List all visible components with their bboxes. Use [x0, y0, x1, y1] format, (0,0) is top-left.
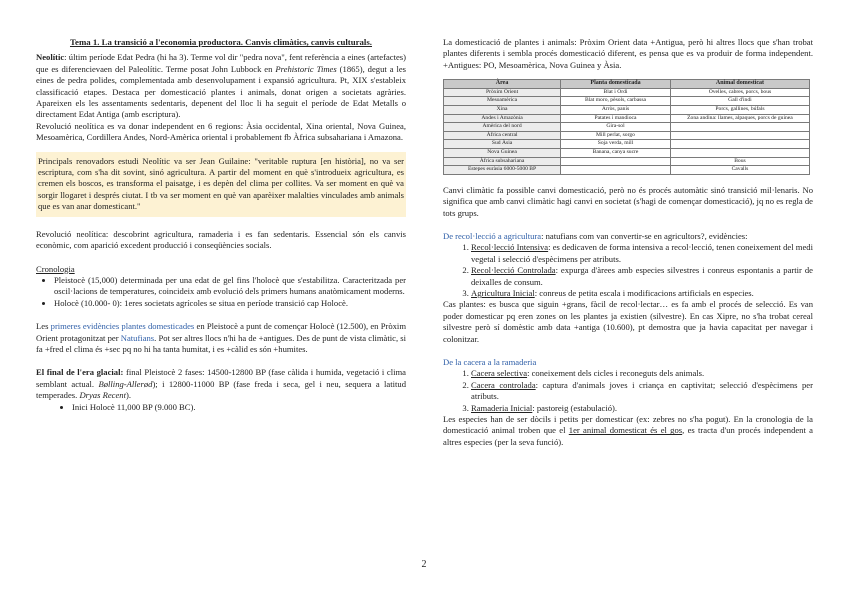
cell: Gall d'indi: [670, 97, 809, 106]
evidencies-link: primeres evidències plantes domesticades: [50, 321, 195, 332]
cell: Banana, canya sucre: [561, 148, 671, 157]
item-term: Recol·lecció Controlada: [471, 265, 556, 276]
neolitic-term: Neolític: [36, 52, 65, 63]
cell: Soja verda, mill: [561, 140, 671, 149]
recol-heading-line: [443, 231, 813, 242]
list-item: [471, 380, 813, 403]
table-row: [444, 140, 810, 149]
domesticacio-intro: La domesticació de plantes i animals: Pròxim Orient data +Antigua, però hi altres llocs que s'han trobat plantes diferents i sembla procés domesticació diferent, es pensa que es va produir de forma independent. +Antigues: PO, Mesoamèrica, Nova Guinea y Àsia.: [443, 37, 813, 70]
regions-paragraph: Revolució neolítica es va donar independent en 6 regions: Àsia occidental, Xina oriental, Nova Guinea, Mesoamèrica, Cordillera Andes, Nord-Amèrica oriental i probablement fb Àfrica subsahariana i Amazona.: [36, 120, 406, 143]
cell: Estepes euràsia 6000-5000 BP: [444, 166, 561, 175]
holocene-list: [36, 402, 406, 413]
cell: Zona andina: llames, alpaques, porcs de guinea: [670, 114, 809, 123]
cell: Cavalls: [670, 166, 809, 175]
list-item: • Inici Holocè 11,000 BP (9.000 BC).: [72, 402, 406, 413]
text: ); i 12800-11000 BP (fase freda i seca, gel i neu, sequera a latitud temperades.: [36, 378, 406, 401]
natufians-link: Natufians: [120, 332, 155, 343]
cell: Nova Guinea: [444, 148, 561, 157]
cell: [670, 140, 809, 149]
recol-heading: De recol·lecció a agricultura: [443, 230, 542, 241]
left-column: [36, 37, 406, 419]
cronologia-list: [36, 275, 406, 309]
text: Les especies han de ser dòcils i petits per domesticar (ex: zebres no s'ha pogut). En la cronologia de la domesticació animal troben que el: [443, 414, 813, 436]
clima-paragraph: Canvi climàtic fa possible canvi domesticació, però no és procés automàtic sinó transició mil·lenaris. No significa que amb canvi climàtic hagi canvi en societat (s'hagi de començar domesticació), jq no es regla de tots grups.: [443, 184, 813, 218]
domestication-table: [443, 79, 810, 175]
cacera-heading: De la cacera a la ramaderia: [443, 357, 537, 368]
table-row: [444, 114, 810, 123]
bolling-term: Bølling-Allerød: [98, 378, 153, 389]
cell: Àfrica subsahariana: [444, 157, 561, 166]
cell: Mill perlat, sorgo: [561, 131, 671, 140]
cell: [561, 166, 671, 175]
revolucio-paragraph: Revolució neolítica: descobrint agricultura, ramaderia i es fan sedentaris. Essencial són els canvis econòmic, com aparició excedent producció i conseqüències socials.: [36, 228, 406, 251]
table-row: [444, 131, 810, 140]
table-row: [444, 123, 810, 132]
neolitic-text-a: : últim període Edat Pedra (hi ha 3). Terme vol dir "pedra nova", fent referència a eines (artefactes) que es diferencievaen del Paleolític. Terme posat John Lubbock en: [36, 52, 406, 74]
cell: Xina: [444, 106, 561, 115]
gos-highlight: 1er animal domesticat és el gos: [568, 425, 683, 436]
cell: Ovelles, cabres, porcs, bous: [670, 88, 809, 97]
table-row: [444, 88, 810, 97]
item-text: : expurga d'àrees amb especies silvestres i conreus espontanis a partir de deixalles de consum.: [471, 265, 813, 287]
cronologia-heading: Cronologia: [36, 263, 75, 274]
text: en Pleistocè a punt de començar Holocè (12.500), en Pròxim Orient protagonitzat per: [36, 321, 407, 343]
list-item: [471, 242, 813, 265]
item-text: : coneixement dels cicles i reconeguts dels animals.: [527, 368, 705, 379]
cell: Amèrica del nord: [444, 123, 561, 132]
header-animal: Animal domesticat: [670, 80, 809, 89]
final-term: El final de l'era glacial:: [36, 367, 124, 378]
cell: Pròxim Orient: [444, 88, 561, 97]
cell: [670, 148, 809, 157]
cell: Blat i Ordi: [561, 88, 671, 97]
cell: Sud Àsia: [444, 140, 561, 149]
cell: Arròs, panís: [561, 106, 671, 115]
table-row: [444, 157, 810, 166]
plantes-paragraph: Cas plantes: es busca que siguin +grans, fàcil de recol·lectar… es fa amb el procés de selecció. Es van poder domesticar pq eren zones on les plantes ja existien (silvestre). En cas Xipre, no s'ha trobat cereal silvestre però sí domèstic amb data +antiga (10.600), pt demostra que ja havia capacitat per navegar i colonitzar.: [443, 299, 813, 344]
cell: [561, 157, 671, 166]
item-term: Agricultura Inicial: [471, 288, 535, 298]
neolitic-text-b: (1865), degut a les eines de pedra polides, complementada amb desenvolupament i expansió agricultura. Pt, XIX s'estableix classificació etapes. Destaca per domesticació plantes i animals, donat origen a societats agràries. Apareixen els les assentaments sedentaris, depenent del lloc li ha seguit el període de Edat Metalls o directament Edat Antiga (amb escriptura).: [36, 63, 406, 120]
dryas-term: Dryas Recent: [79, 390, 126, 401]
item-term: Recol·lecció Intensiva: [471, 242, 549, 253]
cell: Bous: [670, 157, 809, 166]
especies-paragraph: [443, 414, 813, 448]
cell: [670, 131, 809, 140]
table-row: [444, 97, 810, 106]
item-term: Ramaderia Inicial: [471, 402, 533, 413]
chapter-title: Tema 1. La transició a l'economia productora. Canvis climàtics, canvis culturals.: [69, 37, 373, 47]
table-header-row: [444, 80, 810, 89]
cacera-list: [443, 368, 813, 414]
cell: Àfrica central: [444, 131, 561, 140]
neolitic-paragraph: [36, 52, 406, 120]
table-row: [444, 166, 810, 175]
header-plant: Planta domesticada: [561, 80, 671, 89]
item-term: Cacera controlada: [471, 379, 536, 390]
cell: Porcs, gallines, búfals: [670, 106, 809, 115]
text: . Pot ser altres llocs n'hi ha de +antigues. Des de punt de vista climàtic, si fa +fred el clima és +sec pq no hi ha tanta humitat, i es +càlid es són +humites.: [36, 332, 406, 354]
cell: [670, 123, 809, 132]
list-item: • Pleistocè (15,000) determinada per una edat de gel fins l'holocè que s'estabilitza. Caracteritzada per oscil·lacions de temperatures, coincideix amb evolució dels primers humans anatòmicament moderns.: [54, 275, 406, 298]
list-item: [471, 368, 813, 379]
cell: Gira-sol: [561, 123, 671, 132]
guilaine-quote: Principals renovadors estudi Neolític va ser Jean Guilaine: "veritable ruptura [en història], no va ser escriptura, com s'ha dit sovint, sinó agricultura. A partir del moment en què s'introdueix agricultura, es cremen els boscos, es transforma el paisatge, i es depèn del clima per collites. Va ser moment en què va sorgir llogaret i després ciutat. I tb va ser moment en què van aparèixer malalties vinculades amb animals que es van anar domesticant.": [36, 152, 406, 217]
cell: Andes i Amazònia: [444, 114, 561, 123]
item-text: : captura d'animals joves i criança en captivitat; selecció d'espècimens per atributs.: [471, 379, 813, 402]
table-row: [444, 106, 810, 115]
table-row: [444, 148, 810, 157]
cell: Patates i mandioca: [561, 114, 671, 123]
right-column: [443, 37, 813, 454]
item-text: : conreus de petita escala i modificacions artificials en especies.: [534, 288, 754, 298]
recol-list: [443, 242, 813, 299]
evidencies-paragraph: [36, 321, 406, 355]
list-item: [471, 265, 813, 288]
list-item: [471, 403, 813, 414]
text: , es tracta d'un procés independent a altres especies (per la seva funció).: [443, 425, 813, 447]
item-text: : es dedicaven de forma intensiva a recol·lecció, tenen coneixement del medi vegetal i selecció d'espècimens per atributs.: [471, 242, 813, 264]
page-number: 2: [421, 559, 427, 570]
header-area: Àrea: [444, 80, 561, 89]
book-title: Prehistoric Times: [275, 63, 337, 74]
list-item: [471, 288, 813, 299]
text: final Pleistocè 2 fases: 14500-12800 BP (fase càlida i humida, vegetació i clima semblant actual.: [36, 367, 406, 389]
text: ).: [125, 390, 131, 401]
text: : natufians com van convertir-se en agricultors?, evidències:: [541, 230, 748, 241]
list-item: • Holocè (10.000- 0): 1eres societats agrícoles se situa en període transició cap Holocè.: [54, 298, 406, 309]
item-text: : pastoreig (estabulació).: [532, 402, 618, 413]
item-term: Cacera selectiva: [471, 368, 528, 379]
cell: Blat moro, pèsols, carbassa: [561, 97, 671, 106]
cell: Mesoamèrica: [444, 97, 561, 106]
text: Les: [36, 321, 51, 332]
final-glacial-paragraph: [36, 367, 406, 401]
